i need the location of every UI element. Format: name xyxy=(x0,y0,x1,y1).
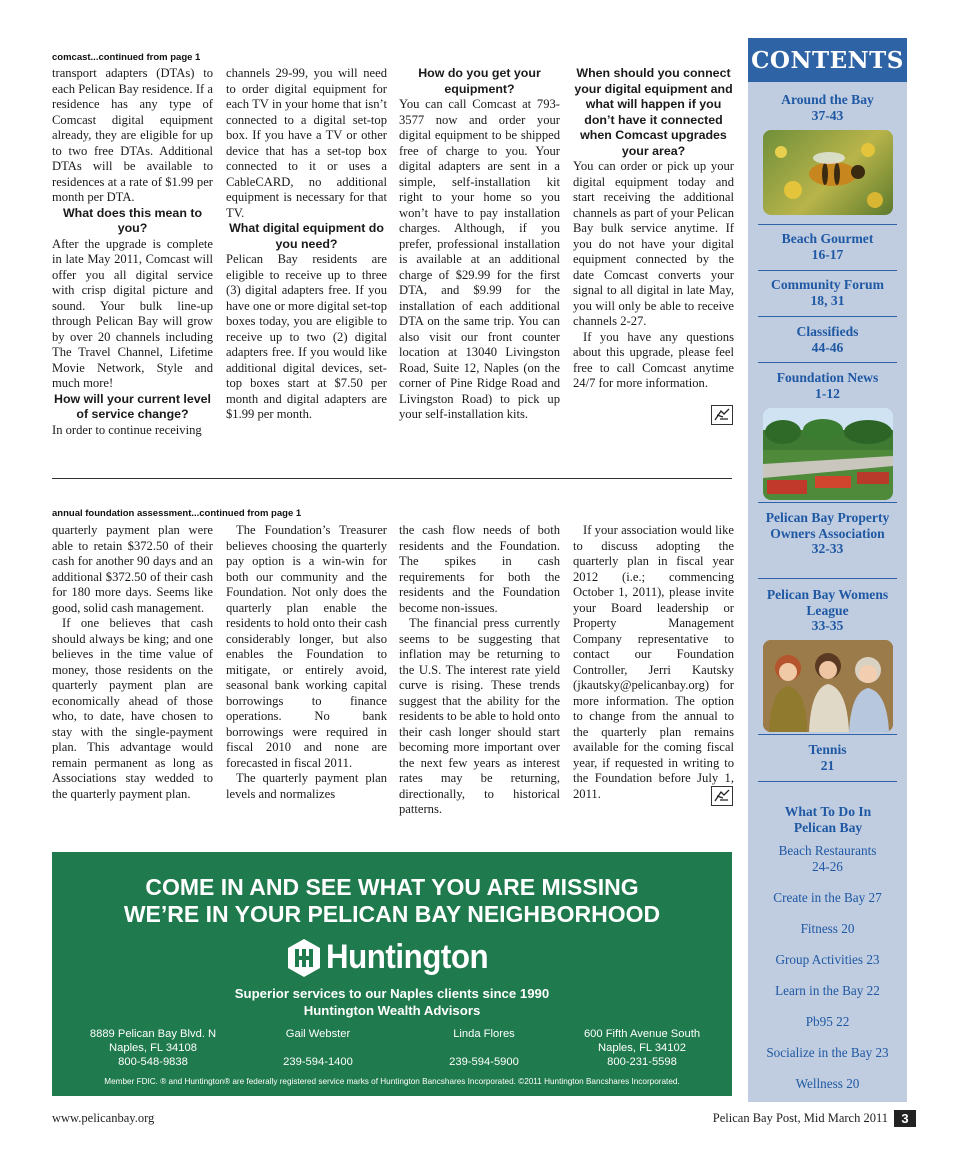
page-number: 3 xyxy=(894,1110,916,1127)
huntington-logo xyxy=(286,936,501,980)
contents-item-community-forum[interactable] xyxy=(752,277,903,308)
paragraph: In order to continue receiving xyxy=(52,422,202,437)
article2-column-1 xyxy=(52,523,213,802)
contents-divider xyxy=(758,578,897,579)
article2-column-4 xyxy=(573,523,734,802)
what-to-do-item[interactable]: Wellness 20 xyxy=(795,1076,860,1091)
contents-item-pages: 37-43 xyxy=(811,107,844,123)
ad-headline-line-1: COME IN AND SEE WHAT YOU ARE MISSING xyxy=(145,874,639,900)
garden-illustration xyxy=(763,408,893,500)
garden-landscape-image xyxy=(763,408,893,500)
contents-item-title: Community Forum xyxy=(771,277,884,292)
what-to-do-item[interactable]: Fitness 20 xyxy=(800,921,855,936)
spacer xyxy=(399,1041,569,1055)
contents-item-title: Around the Bay xyxy=(781,92,874,107)
what-to-do-item[interactable]: Create in the Bay 27 xyxy=(773,890,882,905)
address-line: 8889 Pelican Bay Blvd. N xyxy=(89,1028,217,1040)
ad-headline-line-2: WE’RE IN YOUR PELICAN BAY NEIGHBORHOOD xyxy=(123,901,661,927)
contents-item-title: Tennis xyxy=(808,742,847,757)
spacer xyxy=(233,1041,403,1055)
contents-item-pages: 21 xyxy=(820,757,835,773)
phone-number[interactable]: 800-231-5598 xyxy=(607,1056,677,1068)
bee-illustration xyxy=(763,130,893,215)
contents-item-title: Beach Gourmet xyxy=(781,231,874,246)
contents-divider xyxy=(758,362,897,363)
footer-publication: Pelican Bay Post, Mid March 2011 xyxy=(712,1111,888,1125)
contents-divider xyxy=(758,734,897,735)
contents-item-pages: 16-17 xyxy=(811,246,844,262)
address-line: 600 Fifth Avenue South xyxy=(583,1028,701,1040)
pelican-end-mark-icon xyxy=(711,786,733,806)
phone-number[interactable]: 239-594-1400 xyxy=(283,1056,353,1068)
paragraph: If you have any questions about this upgrade, please feel free to call Comcast anytime 24/7 for more information. xyxy=(573,329,734,390)
what-to-do-heading: What To Do In Pelican Bay xyxy=(784,804,872,835)
ad-location-2 xyxy=(557,1027,727,1069)
continuation-kicker: comcast...continued from page 1 xyxy=(52,52,201,63)
contents-title: CONTENTS xyxy=(748,38,907,82)
huntington-advertisement[interactable] xyxy=(52,852,732,1096)
subheading: What digital equipment do you need? xyxy=(229,221,384,251)
address-line: Naples, FL 34102 xyxy=(598,1042,686,1054)
address-line: Naples, FL 34108 xyxy=(109,1042,197,1054)
contents-divider xyxy=(758,502,897,503)
bee-on-flower-image xyxy=(763,130,893,215)
paragraph: the cash flow needs of both residents and the Foundation. The spikes in cash requirements for both the residents and the Foundation become non-issues. xyxy=(399,523,560,615)
paragraph: You can order or pick up your digital equipment today and start receiving the additional channels as part of your Pelican Bay bulk service anytime. If you do not have your digital equipment connected by the date Comcast converts your signal to all digital in late May, you will only be able to receive channels 2-27. xyxy=(573,159,734,328)
contents-item-around-the-bay[interactable] xyxy=(752,92,903,123)
what-to-do-item[interactable]: Learn in the Bay 22 xyxy=(775,983,880,998)
article1-column-4 xyxy=(573,66,734,392)
ad-tagline-line-1: Superior services to our Naples clients since 1990 xyxy=(234,986,550,1001)
contents-divider xyxy=(758,781,897,782)
what-to-do-item[interactable]: Group Activities 23 xyxy=(775,952,880,967)
ad-legal-text: Member FDIC. ® and Huntington® are federally registered service marks of Huntington Bancshares Incorporated. ©2011 Huntington Bancshares Incorporated. xyxy=(104,1077,680,1086)
contents-item-pages: 32-33 xyxy=(811,541,844,556)
paragraph: If one believes that cash should always be king; and one believes in the time value of money, those residents on the quarterly payment plan are economically ahead of those who, to date, have chosen to stay with the single-payment plan. This advantage would remain permanent as long as Associations stay wedded to the quarterly payment plan. xyxy=(52,616,213,801)
article1-column-1 xyxy=(52,66,213,438)
contents-item-foundation-news[interactable] xyxy=(752,370,903,401)
paragraph: transport adapters (DTAs) to each Pelican Bay residence. If a residence has any type of Comcast digital equipment already, they are eligible for up to two free DTAs. Additional DTAs will be available to residences at a rate of $1.99 per month per DTA. xyxy=(52,66,213,204)
ad-location-1 xyxy=(68,1027,238,1069)
what-to-do-item[interactable]: Socialize in the Bay 23 xyxy=(766,1045,889,1060)
pelican-end-mark-icon xyxy=(711,405,733,425)
subheading: When should you connect your digital equipment and what will happen if you don’t have it connected when Comcast upgrades your area? xyxy=(574,66,733,158)
womens-league-photo xyxy=(763,640,893,732)
paragraph: If your association would like to discuss adopting the quarterly plan in fiscal year 2012 (i.e.; commencing October 1, 2011), please invite your Board leadership or Property Management Company representative to contact our Foundation Controller, Jerri Kautsky (jkautsky@pelicanbay.org) for more information. The option to change from the annual to the quarterly plan remains available for the coming fiscal year, if requested in writing to the Foundation before July 1, 2011. xyxy=(573,523,734,801)
ad-tagline-line-2: Huntington Wealth Advisors xyxy=(303,1003,481,1018)
article2-column-3 xyxy=(399,523,560,818)
what-to-do-item[interactable]: Beach Restaurants 24-26 xyxy=(778,843,877,874)
contents-item-title: Foundation News xyxy=(776,370,879,385)
paragraph: channels 29-99, you will need to order digital equipment for each TV in your home that isn’t connected to a digital set-top box. If you have a TV or other device that has a set-top box connected to it or uses a CableCARD, no additional equipment is necessary for that TV. xyxy=(226,66,387,220)
contact-name: Linda Flores xyxy=(453,1028,515,1040)
what-to-do-item[interactable]: Pb95 22 xyxy=(805,1014,850,1029)
huntington-wordmark: Huntington xyxy=(326,938,489,976)
article2-column-2 xyxy=(226,523,387,802)
contents-item-pages: 1-12 xyxy=(815,385,840,401)
subheading: How do you get your equipment? xyxy=(418,66,541,96)
ad-headline xyxy=(52,874,732,928)
contents-item-womens-league[interactable] xyxy=(752,587,903,634)
huntington-logo-icon xyxy=(286,938,322,978)
continuation-kicker: annual foundation assessment...continued from page 1 xyxy=(52,508,302,519)
ad-contact-2 xyxy=(399,1027,569,1069)
subheading: What does this mean to you? xyxy=(62,205,203,235)
contact-name: Gail Webster xyxy=(285,1028,351,1040)
footer-url[interactable]: www.pelicanbay.org xyxy=(52,1111,155,1125)
contents-item-pbpoa[interactable] xyxy=(752,510,903,557)
contents-divider xyxy=(758,316,897,317)
contents-item-tennis[interactable] xyxy=(752,742,903,773)
contents-item-title: Pelican Bay Womens League xyxy=(766,587,889,618)
contents-item-pages: 33-35 xyxy=(811,618,844,633)
contents-item-title: Classifieds xyxy=(796,324,859,339)
phone-number[interactable]: 239-594-5900 xyxy=(449,1056,519,1068)
contents-item-beach-gourmet[interactable] xyxy=(752,231,903,262)
article1-column-2 xyxy=(226,66,387,423)
three-women-illustration xyxy=(763,640,893,732)
paragraph: quarterly payment plan were able to retain $372.50 of their cash for another 90 days and an additional $372.50 of their cash for 180 more days. Seems like good, solid cash management. xyxy=(52,523,213,615)
contents-item-title: Pelican Bay Property Owners Association xyxy=(765,510,890,541)
paragraph: The quarterly payment plan levels and normalizes xyxy=(226,771,387,801)
contents-item-classifieds[interactable] xyxy=(752,324,903,355)
ad-contact-1 xyxy=(233,1027,403,1069)
paragraph: After the upgrade is complete in late May 2011, Comcast will offer you all digital service with crisp digital picture and sound. Your bulk line-up through Pelican Bay will grow by over 20 channels including The Travel Channel, Lifetime Movie Network, Style and much more! xyxy=(52,236,213,390)
contents-divider xyxy=(758,224,897,225)
paragraph: The financial press currently seems to be suggesting that inflation may be returning to the U.S. The interest rate yield curve is rising. These trends suggest that the ability for the residents to be able to hold onto their cash longer should start becoming more important over the next few years as interest rates may be returning, directionally, to historical patterns. xyxy=(399,616,560,816)
contents-item-pages: 44-46 xyxy=(811,339,844,355)
subheading: How will your current level of service change? xyxy=(54,391,211,421)
contents-item-pages: 18, 31 xyxy=(810,292,845,308)
contents-divider xyxy=(758,270,897,271)
ad-tagline xyxy=(52,985,732,1019)
paragraph: The Foundation’s Treasurer believes choosing the quarterly pay option is a win-win for both our community and the Foundation. Not only does the quarterly plan enable the residents to hold onto their cash considerably longer, but also enables the Foundation to mitigate, or entirely avoid, seasonal bank working capital borrowings to finance operations. No bank borrowings were required in fiscal 2010 and none are forecasted in fiscal 2011. xyxy=(226,523,387,770)
section-divider xyxy=(52,478,732,479)
paragraph: You can call Comcast at 793-3577 now and order your digital equipment to be shipped free of charge to you. Your digital adapters are sent in a simple, self-installation kit right to your home so you won’t have to pay installation charges. Although, if you prefer, professional installation is available at an additional charge of $29.99 for the first DTA, and $9.99 for the installation of each additional DTA on the same trip. You can also visit our front counter location at 13040 Livingston Road, Suite 12, Naples (on the corner of Pine Ridge Road and Livingston Road) to pick up your self-installation kits. xyxy=(399,97,560,421)
article1-column-3 xyxy=(399,66,560,423)
paragraph: Pelican Bay residents are eligible to receive up to three (3) digital adapters free. If you have one or more digital set-top boxes today, you are eligible to receive up to two (2) digital adapters free. If you would like additional digital devices, set-top boxes start at $7.50 per month and digital adapters are $1.99 per month. xyxy=(226,252,387,421)
phone-number[interactable]: 800-548-9838 xyxy=(118,1056,188,1068)
